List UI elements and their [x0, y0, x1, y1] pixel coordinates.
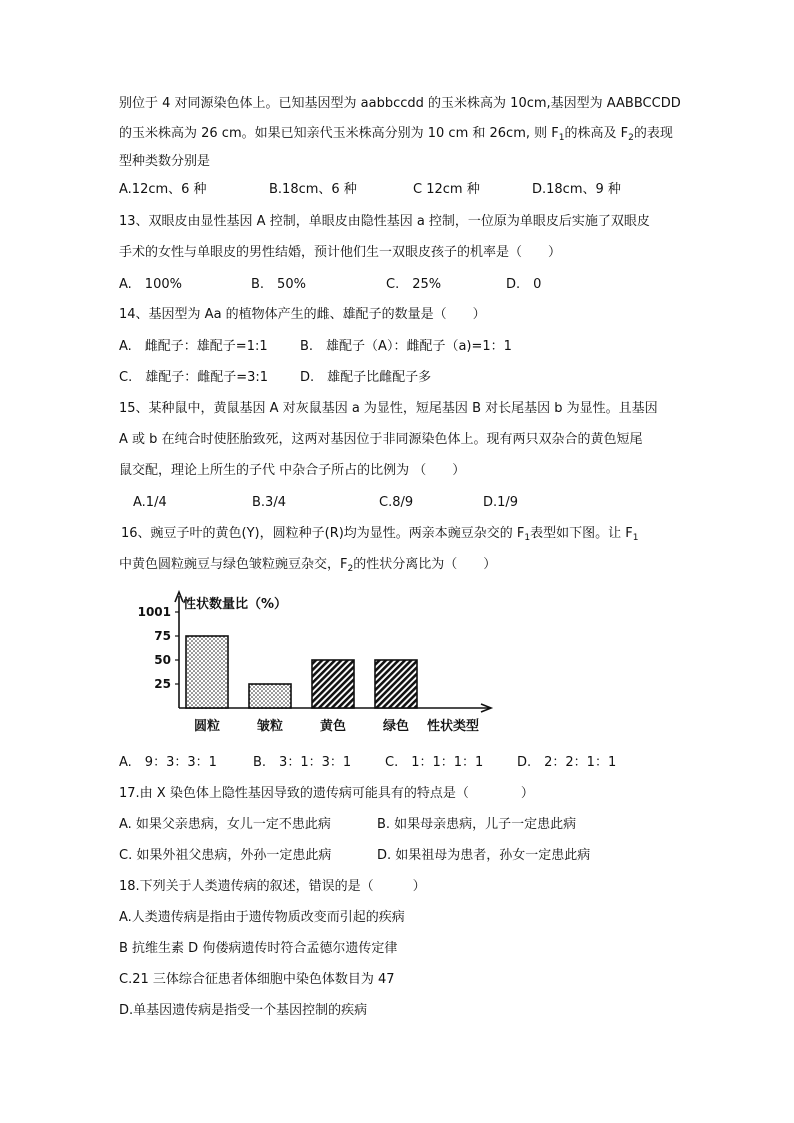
q16-line1-a: 16、豌豆子叶的黄色(Y)，圆粒种子(R)均为显性。两亲本豌豆杂交的 F — [121, 526, 525, 541]
q12-line1: 别位于 4 对同源染色体上。已知基因型为 aabbccdd 的玉米株高为 10cm,基因型为 AABBCCDD — [119, 96, 681, 111]
q18-option-b: B 抗维生素 D 佝偻病遗传时符合孟德尔遗传定律 — [119, 941, 398, 956]
x-tick-label: 圆粒 — [193, 719, 221, 734]
q12-line3: 型种类数分别是 — [119, 154, 211, 169]
q18-line1: 18.下列关于人类遗传病的叙述，错误的是（ ） — [119, 879, 426, 894]
x-tick-label: 黄色 — [319, 719, 347, 734]
bar-1 — [186, 636, 228, 708]
q17-option-b: B. 如果母亲患病，儿子一定患此病 — [377, 817, 577, 832]
q12-option-a: A.12cm、6 种 — [119, 182, 207, 197]
q15-option-a: A.1/4 — [133, 495, 167, 510]
q16-option-c: C. 1：1：1：1 — [385, 755, 484, 770]
y-tick-label: 75 — [154, 629, 171, 643]
q13-option-b: B. 50% — [251, 277, 306, 292]
q18-option-d: D.单基因遗传病是指受一个基因控制的疾病 — [119, 1003, 368, 1018]
q15-line2: A 或 b 在纯合时使胚胎致死，这两对基因位于非同源染色体上。现有两只双杂合的黄色短尾 — [119, 432, 643, 447]
q12-line2 — [119, 124, 673, 148]
q16-option-b: B. 3：1：3：1 — [253, 755, 352, 770]
q16-line1 — [121, 524, 639, 548]
q12-line2-b: 的株高及 F — [564, 126, 629, 141]
q14-option-a: A. 雌配子：雄配子=1:1 — [119, 339, 268, 354]
trait-ratio-chart — [119, 588, 499, 743]
q17-option-d: D. 如果祖母为患者，孙女一定患此病 — [377, 848, 591, 863]
q12-line2-c: 的表现 — [633, 126, 673, 141]
q18-option-a: A.人类遗传病是指由于遗传物质改变而引起的疾病 — [119, 910, 405, 925]
q18-option-c: C.21 三体综合征患者体细胞中染色体数目为 47 — [119, 972, 395, 987]
q14-option-b: B. 雄配子（A）：雌配子（a)=1：1 — [300, 339, 512, 354]
q16-line1-b: 表型如下图。让 F — [530, 526, 633, 541]
q14-line1: 14、基因型为 Aa 的植物体产生的雌、雄配子的数量是（ ） — [119, 307, 486, 322]
q13-line2: 手术的女性与单眼皮的男性结婚，预计他们生一双眼皮孩子的机率是（ ） — [119, 245, 562, 260]
x-tick-label: 绿色 — [382, 719, 410, 734]
bar-4 — [375, 660, 417, 708]
q14-option-c: C. 雄配子：雌配子=3:1 — [119, 370, 269, 385]
q17-option-c: C. 如果外祖父患病，外孙一定患此病 — [119, 848, 332, 863]
q14-option-d: D. 雄配子比雌配子多 — [300, 370, 432, 385]
q12-line2-a: 的玉米株高为 26 cm。如果已知亲代玉米株高分别为 10 cm 和 26cm, 则 F — [119, 126, 559, 141]
q16-sub1: 1 — [524, 533, 531, 543]
bar-2 — [249, 684, 291, 708]
q12-option-d: D.18cm、9 种 — [532, 182, 621, 197]
q13-line1: 13、双眼皮由显性基因 A 控制，单眼皮由隐性基因 a 控制，一位原为单眼皮后实施了双眼皮 — [119, 214, 650, 229]
bar-3 — [312, 660, 354, 708]
q16-option-a: A. 9：3：3：1 — [119, 755, 217, 770]
q16-line2-b: 的性状分离比为（ ） — [353, 557, 497, 572]
q15-line3: 鼠交配，理论上所生的子代 中杂合子所占的比例为 （ ） — [119, 463, 466, 478]
q15-line1: 15、某种鼠中，黄鼠基因 A 对灰鼠基因 a 为显性，短尾基因 B 对长尾基因 b 为显性。且基因 — [119, 401, 658, 416]
q15-option-d: D.1/9 — [483, 495, 519, 510]
y-tick-label: 50 — [154, 653, 171, 667]
q16-sub2: 2 — [347, 564, 354, 574]
q17-option-a: A. 如果父亲患病，女儿一定不患此病 — [119, 817, 331, 832]
q15-option-c: C.8/9 — [379, 495, 414, 510]
x-tick-label: 皱粒 — [256, 719, 284, 734]
q12-option-b: B.18cm、6 种 — [269, 182, 357, 197]
y-axis-label: 性状数量比（%） — [183, 597, 288, 612]
y-tick-label: 1001 — [137, 605, 171, 619]
q17-line1: 17.由 X 染色体上隐性基因导致的遗传病可能具有的特点是（ ） — [119, 786, 534, 801]
q16-sub1b: 1 — [632, 533, 639, 543]
q13-option-d: D. 0 — [506, 277, 542, 292]
q12-sub2: 2 — [628, 133, 634, 143]
q13-option-c: C. 25% — [386, 277, 442, 292]
q15-option-b: B.3/4 — [252, 495, 286, 510]
x-axis-label: 性状类型 — [427, 719, 480, 734]
q16-option-d: D. 2：2：1：1 — [517, 755, 617, 770]
q13-option-a: A. 100% — [119, 277, 182, 292]
q12-sub1: 1 — [558, 133, 565, 143]
q16-line2 — [119, 555, 496, 579]
y-tick-label: 25 — [154, 677, 171, 691]
q12-option-c: C 12cm 种 — [413, 182, 480, 197]
q16-line2-a: 中黄色圆粒豌豆与绿色皱粒豌豆杂交，F — [119, 557, 348, 572]
